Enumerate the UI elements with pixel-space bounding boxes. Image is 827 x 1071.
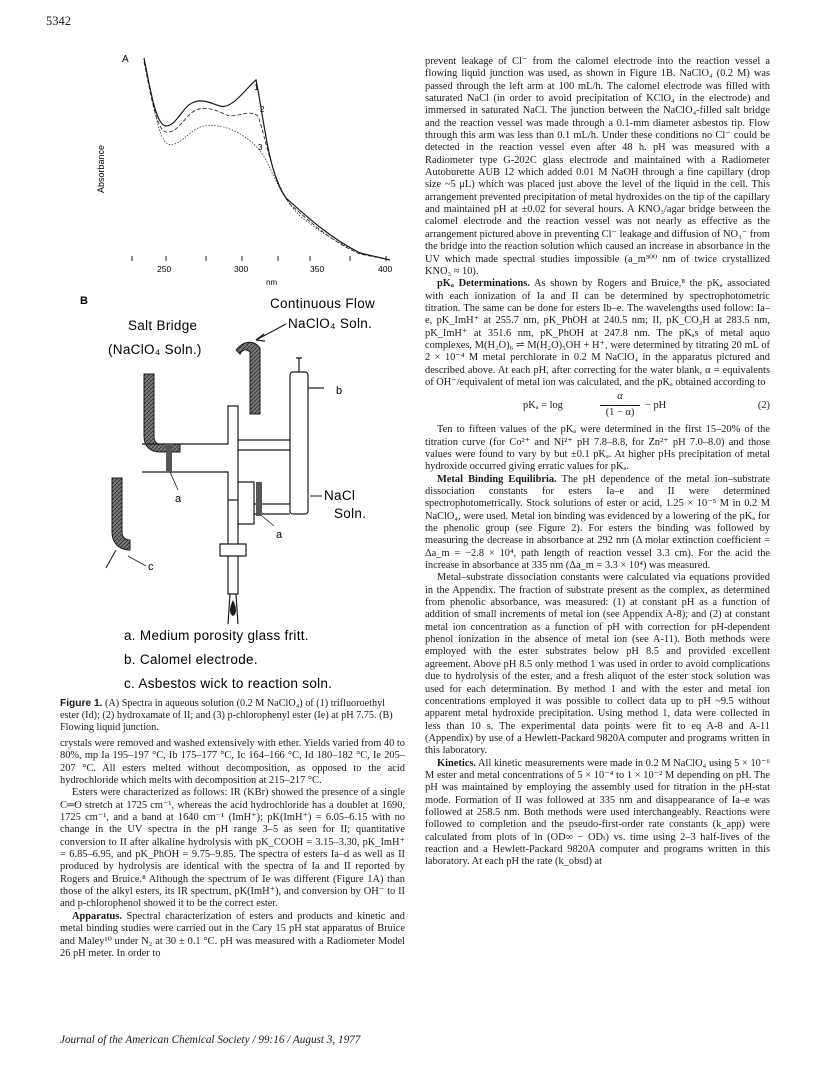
apparatus-paragraph: [60, 911, 405, 960]
pka-paragraph: [425, 278, 770, 389]
equation-rhs: − pH: [645, 400, 667, 412]
flow-inlet-tube: [236, 342, 260, 414]
legend-item-a: a. Medium porosity glass fritt.: [124, 628, 309, 643]
equation-fraction: [600, 391, 640, 419]
equation-denominator: (1 − α): [605, 406, 635, 418]
kinetics-paragraph: [425, 758, 770, 869]
right-paragraph-5: Metal–substrate dissociation constants were calculated via equations provided in the Appendix. The fraction of substrate present as the complex, as determined from phenolic absorbance, was measured: (1) at constant pH as a function of addition of small increments of metal ion (see Appendix A-8); and (2) at constant metal ion concentration as a function of pH with correction for pH-dependent phenol ionization in the absence of metal ion (see A-11). Both methods were employed with the ester substrates below pH 8.5 and provided excellent agreement. Above pH 8.5 only method 1 was used in order to avoid complications due to hydrolysis of the ester, and a fresh aliquot of the ester stock solution was used for each determination. By method 1 and with the ester and metal ion concentrations employed it was possible to collect data up to pH ~9.5 without apparent metal hydroxide precipitation. Using method 1, data were collected in less than 10 s. The experimental data points were fit to eq A-8 and A-11 (Appendix) by use of a Hewlett-Packard 9820A computer and programs written in this laboratory.: [425, 572, 770, 757]
curve-label-2: 2: [260, 105, 265, 114]
apparatus-text: Spectral characterization of esters and products and kinetic and metal binding studies were carried out in the Cary 15 pH stat apparatus of Bruice and Maley¹⁰ under N₂ at 30 ± 0.1 °C. pH was measured with a Radiometer Model 26 pH meter. In order to: [60, 910, 405, 959]
salt-bridge-tube: [144, 374, 180, 452]
x-tick-400: 400: [378, 264, 393, 274]
pka-heading: pKₐ Determinations.: [437, 278, 530, 290]
label-nacl-solution: Soln.: [334, 506, 367, 521]
caption-label: Figure 1.: [60, 698, 103, 709]
x-axis-label: nm: [266, 278, 278, 287]
panel-label-a: A: [122, 54, 129, 65]
right-paragraph-1: prevent leakage of Cl⁻ from the calomel electrode into the reaction vessel a flowing liquid junction was used, as shown in Figure 1B. NaClO₄ (0.2 M) was passed through the left arm at 100 mL/h. The calomel electrode was filled with saturated NaCl (in order to avoid precipitation of KClO₄ in the electrode) and immersed in saturated NaCl. The junction between the NaClO₄-filled salt bridge and the reaction vessel was made through a 0.1-mm diameter asbestos tip. Flow through this arm was less than 0.1 mL/h. Under these conditions no Cl⁻ could be detected in the reaction vessel even after 48 h. pH was measured with a Radiometer type G-202C glass electrode and maintained with a Radiometer Autoburette AUB 12 which added 0.01 M NaOH through a fine capillary (drop size ~5 μL) which was placed just above the level of the liquid in the cell. This arrangement prevented precipitation of metal hydroxides on the tip of the capillary and maintained pH at ±0.02 for several hours. A KNO₃/agar bridge between the calomel electrode and the reaction vessel was not nearly as effective as the arrangement pictured above in preventing Cl⁻ leakage and diffusion of NO₃⁻ from the bridge into the reaction solution which caused an increase in absorbance in the UV which made spectral studies impossible (a_m³⁰⁰ nm of twice crystallized KNO₃ ≈ 10).: [425, 56, 770, 277]
label-nacl: NaCl: [324, 488, 356, 503]
left-paragraph-1: crystals were removed and washed extensively with ether. Yields varied from 40 to 80%, mp Ia 195–197 °C, Ib 175–177 °C, Ic 164–166 °C, Id 180–182 °C, Ie 205–207 °C. All esters melted without decomposition, as opposed to the acid hydrochloride which melts with decomposition at 215–217 °C.: [60, 738, 406, 787]
legend-item-c: c. Asbestos wick to reaction soln.: [124, 676, 333, 691]
figure-caption: [60, 698, 400, 735]
right-paragraph-3: Ten to fifteen values of the pKₐ were determined in the first 15–20% of the titration curve (for Co²⁺ and Ni²⁺ pH 7.8–8.8, for Zn²⁺ pH 7.0–8.0) and those values were found to vary by but ±0.1 pKₐ. At higher pHs precipitation of metal hydroxide occurred giving erratic values for pKₐ.: [425, 424, 770, 473]
equation-lhs: pKₐ = log: [523, 400, 563, 412]
spectrum-curve-1: [144, 58, 390, 260]
marker-a1: a: [175, 493, 182, 505]
kinetics-text: All kinetic measurements were made in 0.2 M NaClO₄ using 5 × 10⁻⁶ M ester and metal concentrations of 5 × 10⁻⁴ to 1 × 10⁻² M depending on pH. The pH was maintained by employing the assembly used for titration in the pH-stat mode. Formation of II was followed at 335 nm and disappearance of Ia–e was followed at 258.5 nm. Both methods were used interchangeably. Reactions were followed to completion and the pseudo-first-order rate constants (k_app) were calculated from plots of ln (OD∞ − ODₜ) vs. time using 2–3 half-lives of the reaction and a Hewlett-Packard 9820A computer and programs written in this laboratory. At each pH the rate (k_obsd) at: [425, 757, 770, 868]
glass-apparatus: [142, 358, 324, 624]
page-number: 5342: [46, 14, 71, 28]
x-tick-350: 350: [310, 264, 325, 274]
label-continuous-flow: Continuous Flow: [270, 296, 376, 311]
asbestos-wick: [112, 478, 130, 550]
marker-b: b: [336, 385, 343, 397]
panel-label-b: B: [80, 295, 88, 307]
marker-a2: a: [276, 529, 283, 541]
figure-1a-spectra: [60, 48, 420, 288]
left-paragraph-2: Esters were characterized as follows: IR (KBr) showed the presence of a single C═O stretch at 1725 cm⁻¹, whereas the acid hydrochloride has a doublet at 1690, 1725 cm⁻¹, and a band at 1640 cm⁻¹ (ImH⁺); pK(ImH⁺) = 6.05–6.15 with no change in the UV spectra in the pH range 3–5 as seen for II; quantitative conversion to II after alkaline hydrolysis with pK_COOH = 3.15–3.30, pK_ImH⁺ = 6.85–6.95, and pK_PhOH = 9.75–9.85. The spectra of esters Ia–d as well as II produced by hydrolysis are identical with the spectra of Ia and II reported by Rogers and Bruice.⁸ Although the spectrum of Ie was different (Figure 1A) than those of the alkyl esters, its IR spectrum, pK(ImH⁺), and conversion by OH⁻ to II and p-chlorophenol showed it to be the correct ester.: [60, 787, 405, 910]
marker-c: c: [148, 561, 154, 573]
y-axis-label: Absorbance: [96, 144, 106, 193]
curve-label-1: 1: [254, 83, 259, 92]
pka-text: As shown by Rogers and Bruice,⁸ the pKₐ associated with each ionization of Ia and II can be determined by spectrophotometric titration. The same can be done for esters Ib–e. The wavelengths used follow: Ia–e, pK_ImH⁺ at 255.7 nm, pK_PhOH at 240.5 nm; II, pK_CO₂H at 283.5 nm, pK_ImH⁺ at 351.6 nm, pK_PhOH at 247.8 nm. The pKₐs of metal aquo complexes, M(H₂O)₆ ⇌ M(H₂O)₅OH + H⁺, were determined by titrating 20 mL of 2 × 10⁻⁴ M metal perchlorate in 0.2 M NaClO₄ in the apparatus pictured and described above. At each pH, after correcting for the water blank, α = equivalents of OH⁻/equivalent of metal ion was calculated, and the pKₐ obtained according to: [425, 278, 770, 388]
equation-numerator: α: [617, 391, 623, 403]
left-column: [60, 738, 405, 960]
figure-1b-apparatus: [78, 294, 408, 692]
drop-icon: [230, 600, 236, 616]
label-salt-bridge-solution: (NaClO₄ Soln.): [108, 342, 202, 357]
right-column: [425, 56, 770, 869]
caption-text: (A) Spectra in aqueous solution (0.2 M NaClO₄) of (1) trifluoroethyl ester (Id); (2) hydroxamate of II; and (3) p-chlorophenyl ester (Ie) at pH 7.75. (B) Flowing liquid junction.: [60, 698, 393, 734]
metal-binding-text: The pH dependence of the metal ion–substrate dissociation constants for esters Ia–e and II were determined spectrophotometrically. Stock solutions of ester or acid, 1.25 × 10⁻⁵ M in 0.2 M NaClO₄, were used. Metal ion binding was evidenced by a lowering of the pKₐ for the phenolic group (see Figure 2). For esters the binding was followed by measuring the decrease in absorbance at 292 nm (Δ molar extinction coefficient = Δa_m = −2.8 × 10⁴, path length of reaction vessel 3.3 cm). For the acid the increase in absorbance at 335 nm (Δa_m = 3.3 × 10⁴) was measured.: [425, 473, 770, 572]
label-flow-solution: NaClO₄ Soln.: [288, 316, 373, 331]
spectrum-curve-3: [146, 68, 390, 260]
legend-item-b: b. Calomel electrode.: [124, 652, 258, 667]
metal-binding-paragraph: [425, 474, 770, 573]
metal-binding-heading: Metal Binding Equilibria.: [437, 473, 557, 485]
equation-2: [425, 391, 770, 421]
spectrum-curve-2: [144, 62, 390, 260]
x-tick-300: 300: [234, 264, 249, 274]
journal-footer: Journal of the American Chemical Society / 99:16 / August 3, 1977: [60, 1034, 361, 1046]
label-salt-bridge: Salt Bridge: [128, 318, 198, 333]
apparatus-heading: Apparatus.: [72, 910, 122, 922]
x-tick-250: 250: [157, 264, 172, 274]
kinetics-heading: Kinetics.: [437, 757, 476, 769]
curve-label-3: 3: [258, 143, 263, 152]
x-axis-ticks: [132, 256, 386, 261]
equation-number: (2): [757, 400, 770, 412]
